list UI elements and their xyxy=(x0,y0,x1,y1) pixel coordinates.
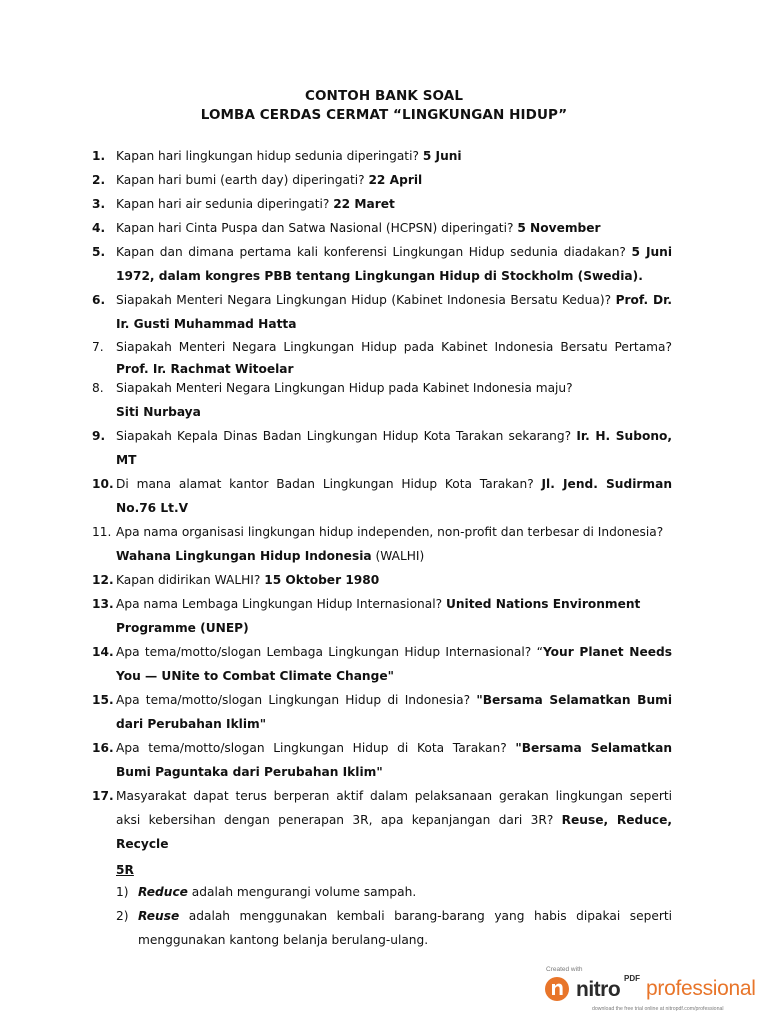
question-item xyxy=(92,376,672,424)
question-item xyxy=(92,520,672,568)
question-text: Di mana alamat kantor Badan Lingkungan Hidup Kota Tarakan? xyxy=(116,477,542,491)
question-text: Siapakah Menteri Negara Lingkungan Hidup pada Kabinet Indonesia Bersatu Pertama? xyxy=(116,340,672,354)
question-text: Apa nama organisasi lingkungan hidup independen, non-profit dan terbesar di Indonesia? xyxy=(116,525,664,539)
question-answer: "Bersama Selamatkan Bumi dari Perubahan Iklim" xyxy=(116,693,672,731)
question-number: 4. xyxy=(92,221,106,235)
question-text: Kapan didirikan WALHI? xyxy=(116,573,265,587)
watermark-pdf: PDF xyxy=(624,974,640,983)
list-item xyxy=(116,904,672,952)
question-number: 16. xyxy=(92,741,114,755)
question-item xyxy=(92,288,672,336)
question-text: Kapan hari Cinta Puspa dan Satwa Nasional (HCPSN) diperingati? xyxy=(116,221,518,235)
question-number: 3. xyxy=(92,197,106,211)
question-answer: "Bersama Selamatkan Bumi Paguntaka dari Perubahan Iklim" xyxy=(116,741,672,779)
list-item-number: 1) xyxy=(116,885,129,899)
list-item-text: adalah mengurangi volume sampah. xyxy=(187,885,417,899)
question-answer: Reuse, Reduce, Recycle xyxy=(116,813,672,851)
list-item-text: adalah menggunakan kembali barang-barang yang habis dipakai seperti menggunakan kantong belanja berulang-ulang. xyxy=(138,909,672,947)
question-text: Kapan dan dimana pertama kali konferensi Lingkungan Hidup sedunia diadakan? xyxy=(116,245,632,259)
question-item xyxy=(92,216,672,240)
question-item xyxy=(92,568,672,592)
watermark-created-label: Created with xyxy=(546,966,583,973)
question-answer: 22 Maret xyxy=(333,197,395,211)
question-item xyxy=(92,144,672,168)
question-text: Siapakah Kepala Dinas Badan Lingkungan Hidup Kota Tarakan sekarang? xyxy=(116,429,577,443)
list-item-number: 2) xyxy=(116,909,129,923)
question-answer-tail: (WALHI) xyxy=(371,549,425,563)
question-text: Apa tema/motto/slogan Lembaga Lingkungan Hidup Internasional? “ xyxy=(116,645,543,659)
watermark-edition: professional xyxy=(646,977,756,1000)
question-item xyxy=(92,192,672,216)
question-answer: Prof. Dr. Ir. Gusti Muhammad Hatta xyxy=(116,293,673,331)
question-answer: 5 Juni 1972, dalam kongres PBB tentang Lingkungan Hidup di Stockholm (Swedia). xyxy=(116,245,673,283)
question-text: Apa tema/motto/slogan Lingkungan Hidup di Kota Tarakan? xyxy=(116,741,516,755)
question-number: 6. xyxy=(92,293,106,307)
question-item xyxy=(92,736,672,784)
question-text: Kapan hari bumi (earth day) diperingati? xyxy=(116,173,369,187)
question-answer: Your Planet Needs You — UNite to Combat Climate Change" xyxy=(116,645,672,683)
question-number: 13. xyxy=(92,597,114,611)
question-number: 15. xyxy=(92,693,114,707)
question-answer: 15 Oktober 1980 xyxy=(264,573,380,587)
question-answer: Prof. Ir. Rachmat Witoelar xyxy=(116,362,294,376)
question-number: 10. xyxy=(92,477,114,491)
question-answer: Jl. Jend. Sudirman No.76 Lt.V xyxy=(116,477,672,515)
list-item-term: Reduce xyxy=(138,885,188,899)
question-number: 11. xyxy=(92,525,112,539)
question-text: Apa nama Lembaga Lingkungan Hidup Internasional? xyxy=(116,597,446,611)
question-item xyxy=(92,424,672,472)
question-text: Kapan hari air sedunia diperingati? xyxy=(116,197,334,211)
question-text: Siapakah Menteri Negara Lingkungan Hidup (Kabinet Indonesia Bersatu Kedua)? xyxy=(116,293,616,307)
question-item xyxy=(92,784,672,856)
question-text: Masyarakat dapat terus berperan aktif dalam pelaksanaan gerakan lingkungan seperti aksi kebersihan dengan penerapan 3R, apa kepanjangan dari 3R? xyxy=(116,789,672,827)
question-item xyxy=(92,336,672,380)
question-answer: Wahana Lingkungan Hidup Indonesia xyxy=(116,549,372,563)
question-item xyxy=(92,472,672,520)
question-number: 2. xyxy=(92,173,106,187)
question-number: 9. xyxy=(92,429,106,443)
question-text: Siapakah Menteri Negara Lingkungan Hidup pada Kabinet Indonesia maju? xyxy=(116,381,573,395)
document-title: CONTOH BANK SOAL xyxy=(304,88,464,104)
question-number: 14. xyxy=(92,645,114,659)
nitro-watermark xyxy=(542,964,762,1020)
question-answer: 5 Juni xyxy=(422,149,462,163)
question-text: Apa tema/motto/slogan Lingkungan Hidup di Indonesia? xyxy=(116,693,477,707)
watermark-download-text: download the free trial online at nitropdf.com/professional xyxy=(592,1006,724,1012)
question-answer: United Nations Environment Programme (UNEP) xyxy=(116,597,641,635)
question-answer: 5 November xyxy=(517,221,601,235)
question-text: Kapan hari lingkungan hidup sedunia diperingati? xyxy=(116,149,423,163)
document-subtitle: LOMBA CERDAS CERMAT “LINGKUNGAN HIDUP” xyxy=(200,107,568,123)
question-number: 17. xyxy=(92,789,114,803)
nitro-logo-icon xyxy=(544,976,570,1002)
question-answer: Siti Nurbaya xyxy=(116,405,201,419)
watermark-brand: nitro xyxy=(576,978,621,1001)
question-number: 1. xyxy=(92,149,106,163)
question-number: 8. xyxy=(92,381,104,395)
question-item xyxy=(92,168,672,192)
question-item xyxy=(92,640,672,688)
question-item xyxy=(92,240,672,288)
list-item-term: Reuse xyxy=(138,909,180,923)
list-item xyxy=(116,880,672,904)
section-heading-5r: 5R xyxy=(116,863,134,877)
question-number: 5. xyxy=(92,245,106,259)
question-number: 12. xyxy=(92,573,114,587)
question-item xyxy=(92,592,672,640)
question-answer: Ir. H. Subono, MT xyxy=(116,429,672,467)
question-item xyxy=(92,688,672,736)
question-number: 7. xyxy=(92,340,104,354)
question-answer: 22 April xyxy=(368,173,423,187)
